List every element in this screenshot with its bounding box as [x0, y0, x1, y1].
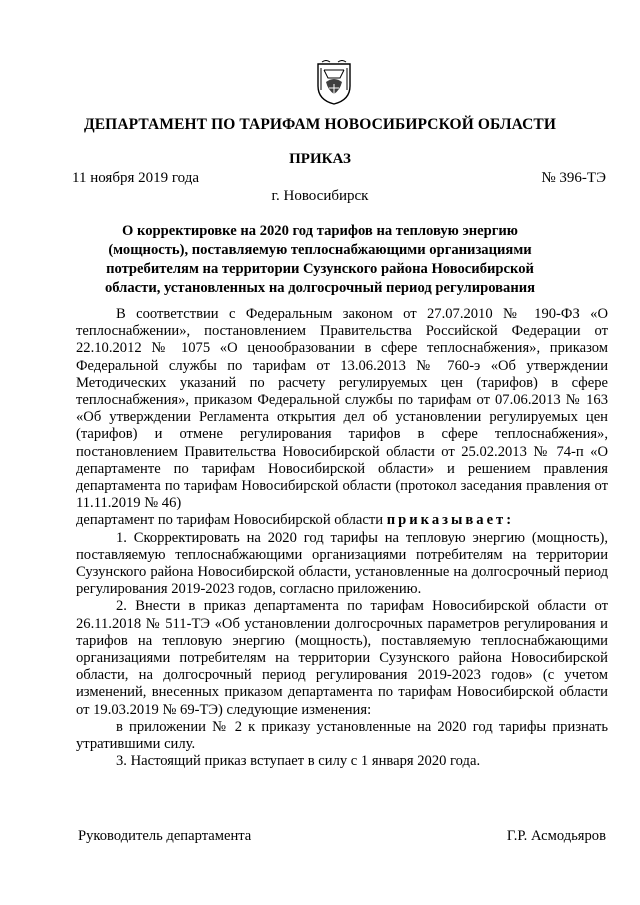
signature-name: Г.Р. Асмодьяров	[506, 828, 606, 844]
item-1-paragraph: 1. Скорректировать на 2020 год тарифы на тепловую энергию (мощность), поставляемую теплоснабжающими организациями потребителям на территории Сузунского района Новосибирской области, установленные на долгосрочный период регулирования 2019-2023 годов, согласно приложению.	[76, 529, 608, 598]
department-title: ДЕПАРТАМЕНТ ПО ТАРИФАМ НОВОСИБИРСКОЙ ОБЛАСТИ	[83, 116, 557, 133]
order-line	[76, 512, 608, 529]
item-2-sub-paragraph: в приложении № 2 к приказу установленные на 2020 год тарифы признать утратившими силу.	[76, 718, 608, 753]
document-city: г. Новосибирск	[271, 188, 369, 204]
item-2-paragraph: 2. Внести в приказ департамента по тарифам Новосибирской области от 26.11.2018 № 511-ТЭ «Об установлении долгосрочных параметров регулирования и тарифов на тепловую энергию (мощность), поставляемую теплоснабжающими организациями потребителям на территории Сузунского района Новосибирской области, на долгосрочный период регулирования 2019-2023 годов» (с учетом изменений, внесенных приказом департамента по тарифам Новосибирской области от 19.03.2019 № 69-ТЭ) следующие изменения:	[76, 598, 608, 718]
coat-of-arms-icon	[314, 60, 354, 106]
signature-position: Руководитель департамента	[78, 828, 252, 844]
document-number: № 396-ТЭ	[541, 170, 606, 186]
item-3-paragraph: 3. Настоящий приказ вступает в силу с 1 января 2020 года.	[116, 753, 481, 770]
document-subject: О корректировке на 2020 год тарифов на тепловую энергию (мощность), поставляемую теплоснабжающими организациями потребителям на территории Сузунского района Новосибирской области, установленных на долгосрочный период регулирования	[104, 223, 536, 296]
preamble-paragraph: В соответствии с Федеральным законом от 27.07.2010 № 190-ФЗ «О теплоснабжении», постановлением Правительства Российской Федерации от 22.10.2012 № 1075 «О ценообразовании в сфере теплоснабжения», приказом Федеральной службы по тарифам от 13.06.2013 № 760-э «Об утверждении Методических указаний по расчету регулируемых цен (тарифов) в сфере теплоснабжения», приказом Федеральной службы по тарифам от 07.06.2013 № 163 «Об утверждении Регламента открытия дел об установлении регулируемых цен (тарифов) и отмене регулирования тарифов в сфере теплоснабжения», постановлением Правительства Новосибирской области от 25.02.2013 № 74-п «О департаменте по тарифам Новосибирской области» и решением правления департамента по тарифам Новосибирской области (протокол заседания правления от 11.11.2019 № 46)	[76, 306, 608, 512]
document-body	[76, 306, 608, 770]
document-date: 11 ноября 2019 года	[72, 170, 200, 186]
order-intro: департамент по тарифам Новосибирской области	[76, 512, 387, 529]
order-word: приказывает:	[386, 512, 515, 529]
document-type: ПРИКАЗ	[289, 151, 351, 167]
